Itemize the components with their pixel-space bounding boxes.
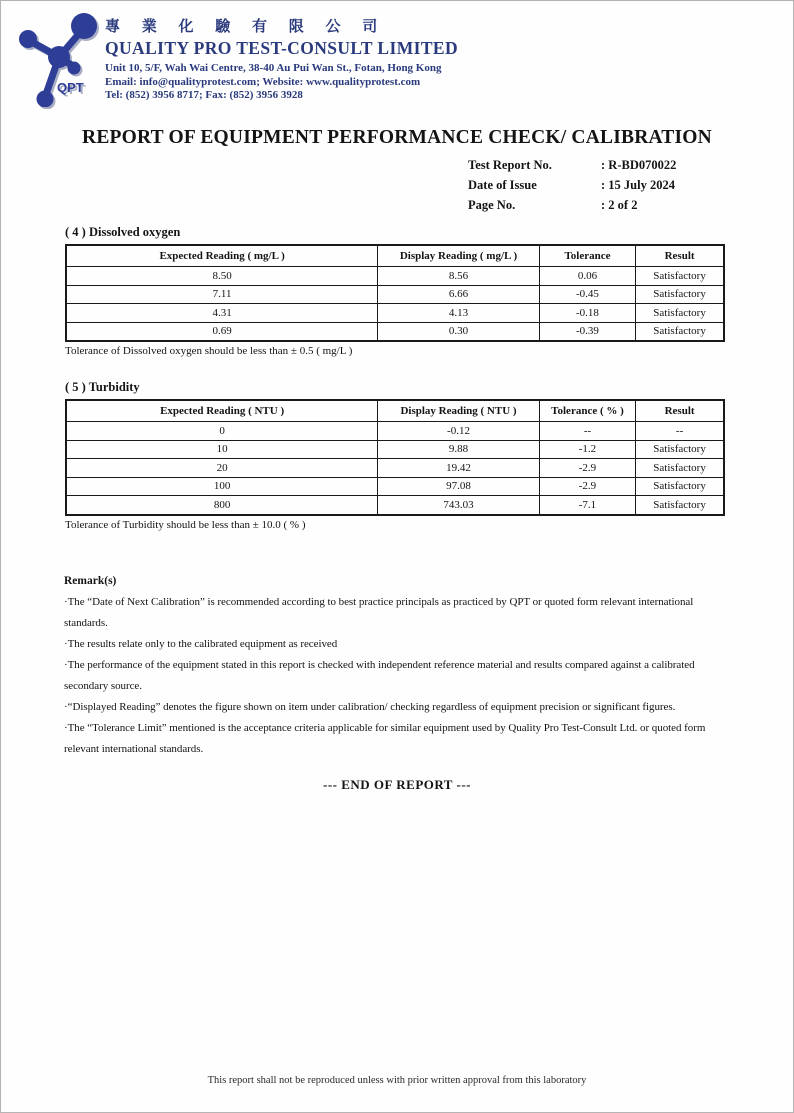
table-row xyxy=(66,477,724,496)
report-info xyxy=(468,155,793,215)
column-header: Tolerance ( % ) xyxy=(539,400,635,422)
table-cell: 7.11 xyxy=(66,285,378,304)
table-cell: Satisfactory xyxy=(636,267,724,286)
table-row xyxy=(66,440,724,459)
column-header: Display Reading ( NTU ) xyxy=(378,400,540,422)
remark-item: ·The performance of the equipment stated in this report is checked with independent reference material and results compared against a calibrated secondary source. xyxy=(64,658,695,692)
turbidity-table xyxy=(65,399,725,516)
column-header: Result xyxy=(636,400,724,422)
remark-item: ·The results relate only to the calibrated equipment as received xyxy=(64,637,338,650)
table-cell: Satisfactory xyxy=(636,477,724,496)
table-header-row xyxy=(66,245,724,267)
table-cell: 4.13 xyxy=(378,304,540,323)
table-cell: -0.39 xyxy=(539,322,635,341)
qpt-logo xyxy=(9,7,101,107)
table-cell: 8.50 xyxy=(66,267,378,286)
remark-item: ·The “Date of Next Calibration” is recommended according to best practice principals as practiced by QPT or quoted form relevant international standards. xyxy=(64,595,694,629)
remarks-heading: Remark(s) xyxy=(64,574,117,587)
tolerance-note: Tolerance of Dissolved oxygen should be less than ± 0.5 ( mg/L ) xyxy=(65,345,353,357)
table-cell: 743.03 xyxy=(378,496,540,515)
company-email-website: Email: info@qualityprotest.com; Website: www.qualityprotest.com xyxy=(105,75,421,88)
table-cell: Satisfactory xyxy=(636,459,724,478)
table-cell: -0.12 xyxy=(378,422,540,441)
table-cell: -2.9 xyxy=(539,459,635,478)
table-cell: -- xyxy=(636,422,724,441)
company-address: Unit 10, 5/F, Wah Wai Centre, 38-40 Au Pui Wan St., Fotan, Hong Kong xyxy=(105,62,442,74)
info-label: Date of Issue xyxy=(468,178,537,192)
company-name-chinese: 專 業 化 驗 有 限 公 司 xyxy=(105,19,387,35)
table-cell: 6.66 xyxy=(378,285,540,304)
footer-note: This report shall not be reproduced unless with prior written approval from this laboratory xyxy=(207,1075,587,1086)
table-cell: 19.42 xyxy=(378,459,540,478)
table-cell: 8.56 xyxy=(378,267,540,286)
table-cell: -7.1 xyxy=(539,496,635,515)
table-cell: 0.69 xyxy=(66,322,378,341)
table-cell: 100 xyxy=(66,477,378,496)
remark-item: ·“Displayed Reading” denotes the figure shown on item under calibration/ checking regardless of equipment precision or significant figures. xyxy=(64,700,676,713)
table-cell: 0.30 xyxy=(378,322,540,341)
section-dissolved-oxygen xyxy=(65,225,725,357)
table-row xyxy=(66,322,724,341)
report-info-row xyxy=(468,195,793,215)
table-cell: 97.08 xyxy=(378,477,540,496)
table-cell: 800 xyxy=(66,496,378,515)
table-row xyxy=(66,422,724,441)
company-tel-fax: Tel: (852) 3956 8717; Fax: (852) 3956 3928 xyxy=(105,89,303,101)
table-cell: Satisfactory xyxy=(636,440,724,459)
remarks-section xyxy=(64,575,734,760)
table-header-row xyxy=(66,400,724,422)
table-cell: -1.2 xyxy=(539,440,635,459)
info-value: : 15 July 2024 xyxy=(601,178,675,192)
molecule-icon xyxy=(9,7,101,107)
remark-item: ·The “Tolerance Limit” mentioned is the acceptance criteria applicable for similar equipment used by Quality Pro Test-Consult Ltd. or quoted form relevant international standards. xyxy=(64,721,706,755)
report-info-row xyxy=(468,155,793,175)
table-cell: -2.9 xyxy=(539,477,635,496)
section-turbidity xyxy=(65,380,725,531)
report-title: REPORT OF EQUIPMENT PERFORMANCE CHECK/ CALIBRATION xyxy=(82,127,712,148)
column-header: Expected Reading ( NTU ) xyxy=(66,400,378,422)
table-cell: Satisfactory xyxy=(636,322,724,341)
table-cell: 9.88 xyxy=(378,440,540,459)
table-cell: Satisfactory xyxy=(636,285,724,304)
logo-text: QPT xyxy=(57,80,84,95)
letterhead xyxy=(1,1,793,113)
company-block xyxy=(105,15,458,103)
section-heading: ( 5 ) Turbidity xyxy=(65,380,140,394)
remarks-list xyxy=(64,592,734,760)
table-row xyxy=(66,459,724,478)
table-cell: -0.18 xyxy=(539,304,635,323)
dissolved-oxygen-table xyxy=(65,244,725,342)
table-cell: Satisfactory xyxy=(636,496,724,515)
table-row xyxy=(66,496,724,515)
table-cell: -- xyxy=(539,422,635,441)
info-label: Test Report No. xyxy=(468,158,552,172)
info-value: : R-BD070022 xyxy=(601,158,677,172)
section-heading: ( 4 ) Dissolved oxygen xyxy=(65,225,181,239)
table-cell: 10 xyxy=(66,440,378,459)
column-header: Result xyxy=(636,245,724,267)
info-label: Page No. xyxy=(468,198,516,212)
table-row xyxy=(66,304,724,323)
column-header: Expected Reading ( mg/L ) xyxy=(66,245,378,267)
column-header: Display Reading ( mg/L ) xyxy=(378,245,540,267)
table-cell: -0.45 xyxy=(539,285,635,304)
table-cell: 0 xyxy=(66,422,378,441)
table-row xyxy=(66,285,724,304)
table-row xyxy=(66,267,724,286)
tolerance-note: Tolerance of Turbidity should be less than ± 10.0 ( % ) xyxy=(65,518,306,531)
info-value: : 2 of 2 xyxy=(601,198,638,212)
table-cell: 0.06 xyxy=(539,267,635,286)
end-of-report: --- END OF REPORT --- xyxy=(323,776,471,792)
column-header: Tolerance xyxy=(539,245,635,267)
table-cell: 20 xyxy=(66,459,378,478)
table-cell: Satisfactory xyxy=(636,304,724,323)
table-cell: 4.31 xyxy=(66,304,378,323)
company-name-english: QUALITY PRO TEST-CONSULT LIMITED xyxy=(105,38,459,58)
report-info-row xyxy=(468,175,793,195)
